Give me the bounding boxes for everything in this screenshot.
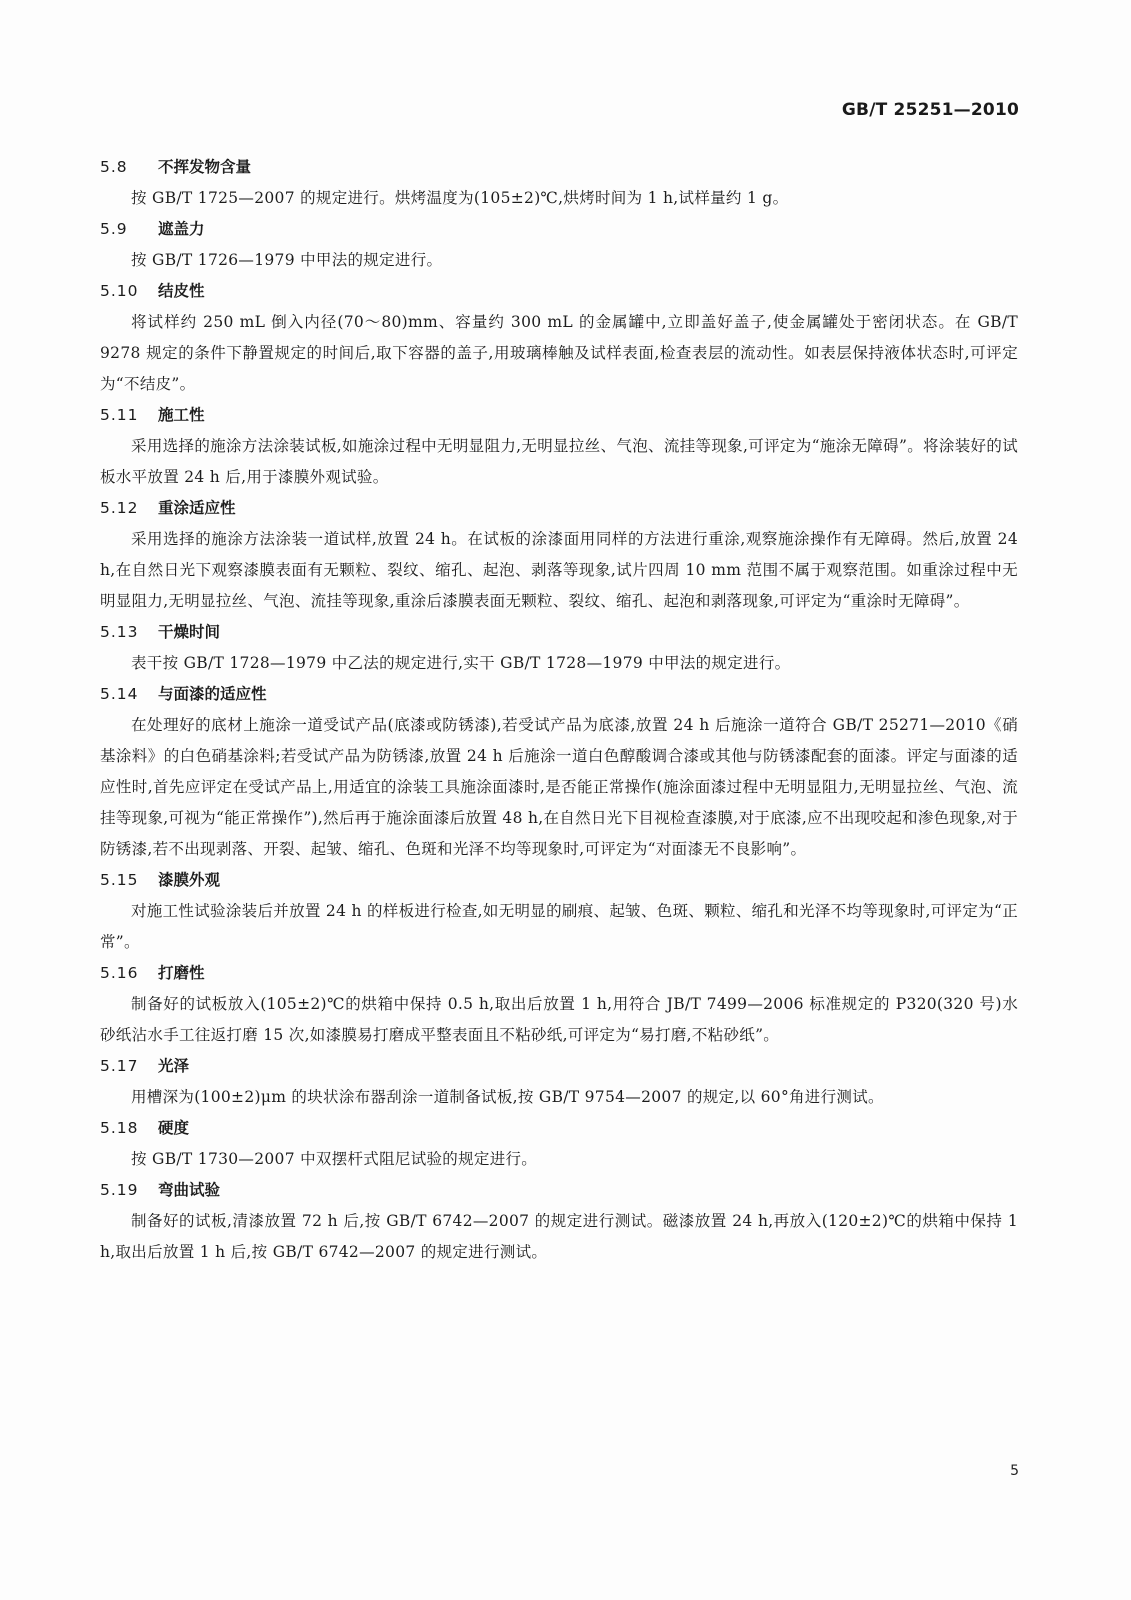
- page-number: 5: [1010, 1463, 1019, 1479]
- section-title: 弯曲试验: [158, 1181, 221, 1199]
- section-heading: [100, 1113, 1018, 1144]
- section-5-18: [100, 1113, 1018, 1175]
- section-number: 5.9: [100, 220, 128, 238]
- section-number: 5.14: [100, 685, 139, 703]
- section-number: 5.13: [100, 623, 139, 641]
- section-heading: [100, 214, 1018, 245]
- section-paragraph: 按 GB/T 1730—2007 中双摆杆式阻尼试验的规定进行。: [131, 1150, 538, 1168]
- section-heading: [100, 958, 1018, 989]
- section-number: 5.11: [100, 406, 139, 424]
- section-number: 5.18: [100, 1119, 139, 1137]
- section-heading: [100, 276, 1018, 307]
- section-title: 光泽: [158, 1057, 190, 1075]
- section-paragraph: 表干按 GB/T 1728—1979 中乙法的规定进行,实干 GB/T 1728—1979 中甲法的规定进行。: [131, 654, 791, 672]
- section-title: 不挥发物含量: [158, 158, 252, 176]
- section-title: 硬度: [158, 1119, 190, 1137]
- section-heading: [100, 617, 1018, 648]
- section-heading: [100, 493, 1018, 524]
- section-paragraph: 在处理好的底材上施涂一道受试产品(底漆或防锈漆),若受试产品为底漆,放置 24 h 后施涂一道符合 GB/T 25271—2010《硝基涂料》的白色硝基涂料;若受试产品为防锈漆,放置 24 h 后施涂一道白色醇酸调合漆或其他与防锈漆配套的面漆。评定与面漆的适应性时,首先应评定在受试产品上,用适宜的涂装工具施涂面漆时,是否能正常操作(施涂面漆过程中无明显阻力,无明显拉丝、气泡、流挂等现象,可视为“能正常操作”),然后再于施涂面漆后放置 48 h,在自然日光下目视检查漆膜,对于底漆,应不出现咬起和渗色现象,对于防锈漆,若不出现剥落、开裂、起皱、缩孔、色斑和光泽不均等现象时,可评定为“对面漆无不良影响”。: [100, 716, 1018, 858]
- section-paragraph: 制备好的试板,清漆放置 72 h 后,按 GB/T 6742—2007 的规定进行测试。磁漆放置 24 h,再放入(120±2)℃的烘箱中保持 1 h,取出后放置 1 h 后,按 GB/T 6742—2007 的规定进行测试。: [100, 1212, 1018, 1261]
- section-number: 5.16: [100, 964, 139, 982]
- section-title: 遮盖力: [158, 220, 205, 238]
- document-body: [100, 152, 1018, 1268]
- section-title: 打磨性: [158, 964, 205, 982]
- section-heading: [100, 152, 1018, 183]
- section-paragraph: 对施工性试验涂装后并放置 24 h 的样板进行检查,如无明显的刷痕、起皱、色斑、颗粒、缩孔和光泽不均等现象时,可评定为“正常”。: [100, 902, 1018, 951]
- section-title: 漆膜外观: [158, 871, 221, 889]
- section-5-17: [100, 1051, 1018, 1113]
- section-number: 5.17: [100, 1057, 139, 1075]
- section-paragraph: 将试样约 250 mL 倒入内径(70～80)mm、容量约 300 mL 的金属罐中,立即盖好盖子,使金属罐处于密闭状态。在 GB/T 9278 规定的条件下静置规定的时间后,取下容器的盖子,用玻璃棒触及试样表面,检查表层的流动性。如表层保持液体状态时,可评定为“不结皮”。: [100, 313, 1018, 393]
- section-paragraph: 制备好的试板放入(105±2)℃的烘箱中保持 0.5 h,取出后放置 1 h,用符合 JB/T 7499—2006 标准规定的 P320(320 号)水砂纸沾水手工往返打磨 15 次,如漆膜易打磨成平整表面且不粘砂纸,可评定为“易打磨,不粘砂纸”。: [100, 995, 1018, 1044]
- section-heading: [100, 679, 1018, 710]
- section-paragraph: 采用选择的施涂方法涂装试板,如施涂过程中无明显阻力,无明显拉丝、气泡、流挂等现象,可评定为“施涂无障碍”。将涂装好的试板水平放置 24 h 后,用于漆膜外观试验。: [100, 437, 1018, 486]
- section-5-15: [100, 865, 1018, 958]
- section-5-8: [100, 152, 1018, 214]
- section-heading: [100, 1175, 1018, 1206]
- section-5-19: [100, 1175, 1018, 1268]
- section-5-13: [100, 617, 1018, 679]
- standard-code-header: GB/T 25251—2010: [841, 100, 1019, 120]
- section-heading: [100, 865, 1018, 896]
- section-title: 施工性: [158, 406, 205, 424]
- section-heading: [100, 400, 1018, 431]
- section-5-11: [100, 400, 1018, 493]
- section-number: 5.8: [100, 158, 128, 176]
- section-paragraph: 按 GB/T 1726—1979 中甲法的规定进行。: [131, 251, 443, 269]
- section-paragraph: 按 GB/T 1725—2007 的规定进行。烘烤温度为(105±2)℃,烘烤时间为 1 h,试样量约 1 g。: [131, 189, 789, 207]
- section-number: 5.12: [100, 499, 139, 517]
- section-5-14: [100, 679, 1018, 865]
- section-number: 5.15: [100, 871, 139, 889]
- section-5-9: [100, 214, 1018, 276]
- section-5-12: [100, 493, 1018, 617]
- section-title: 结皮性: [158, 282, 205, 300]
- section-number: 5.19: [100, 1181, 139, 1199]
- section-number: 5.10: [100, 282, 139, 300]
- section-title: 重涂适应性: [158, 499, 236, 517]
- section-5-16: [100, 958, 1018, 1051]
- section-heading: [100, 1051, 1018, 1082]
- section-title: 干燥时间: [158, 623, 221, 641]
- section-title: 与面漆的适应性: [158, 685, 267, 703]
- section-paragraph: 采用选择的施涂方法涂装一道试样,放置 24 h。在试板的涂漆面用同样的方法进行重涂,观察施涂操作有无障碍。然后,放置 24 h,在自然日光下观察漆膜表面有无颗粒、裂纹、缩孔、起泡、剥落等现象,试片四周 10 mm 范围不属于观察范围。如重涂过程中无明显阻力,无明显拉丝、气泡、流挂等现象,重涂后漆膜表面无颗粒、裂纹、缩孔、起泡和剥落现象,可评定为“重涂时无障碍”。: [100, 530, 1018, 610]
- section-5-10: [100, 276, 1018, 400]
- section-paragraph: 用槽深为(100±2)μm 的块状涂布器刮涂一道制备试板,按 GB/T 9754—2007 的规定,以 60°角进行测试。: [131, 1088, 884, 1106]
